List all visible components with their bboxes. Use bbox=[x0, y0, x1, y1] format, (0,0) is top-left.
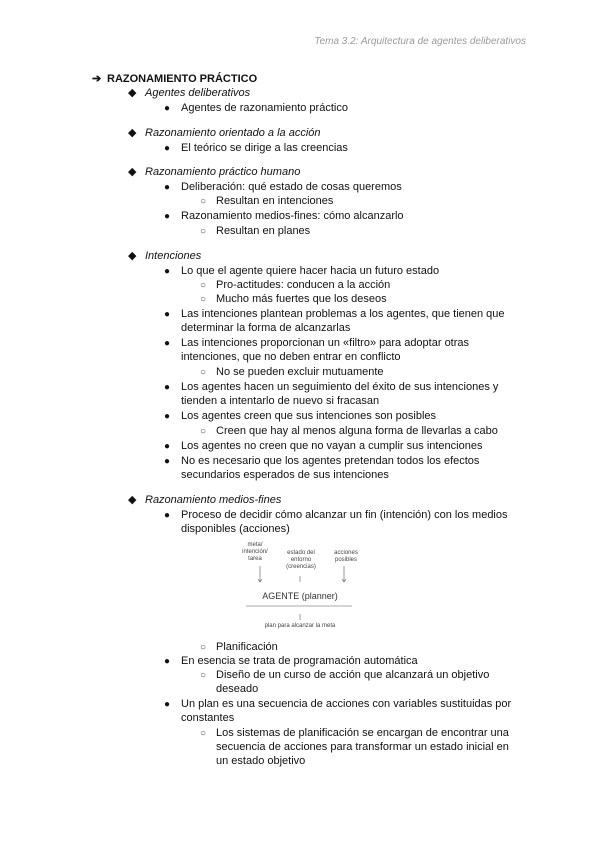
disc-bullet-icon: ● bbox=[164, 103, 171, 114]
diagram-label-plan: plan para alcanzar la meta bbox=[264, 623, 336, 629]
circle-bullet-icon: ○ bbox=[200, 280, 207, 291]
sub-bullet-cont: intenciones, que no deben entrar en conflicto bbox=[181, 351, 401, 363]
sub-bullet: Un plan es una secuencia de acciones con variables sustituidas por bbox=[181, 698, 512, 710]
disc-bullet-icon: ● bbox=[164, 656, 171, 667]
sub-sub-bullet: Resultan en planes bbox=[216, 225, 311, 237]
sub-bullet: Las intenciones proporcionan un «filtro» para adoptar otras bbox=[181, 337, 470, 349]
sub-sub-bullet-cont: secuencia de acciones para transformar un estado inicial en bbox=[216, 741, 509, 753]
sub-sub-bullet: Creen que hay al menos alguna forma de llevarlas a cabo bbox=[216, 425, 498, 437]
planner-diagram bbox=[232, 542, 364, 638]
circle-bullet-icon: ○ bbox=[200, 728, 207, 739]
sub-bullet: Proceso de decidir cómo alcanzar un fin (intención) con los medios bbox=[181, 509, 508, 521]
circle-bullet-icon: ○ bbox=[200, 670, 207, 681]
sub-bullet: Agentes de razonamiento práctico bbox=[181, 102, 348, 114]
arrow-icon: ➔ bbox=[92, 73, 102, 85]
diamond-bullet-icon: ◆ bbox=[128, 166, 137, 178]
circle-bullet-icon: ○ bbox=[200, 294, 207, 305]
disc-bullet-icon: ● bbox=[164, 382, 171, 393]
disc-bullet-icon: ● bbox=[164, 211, 171, 222]
sub-bullet-cont: tienden a intentarlo de nuevo si fracasan bbox=[181, 395, 380, 407]
diamond-bullet-icon: ◆ bbox=[128, 87, 137, 99]
diagram-label-meta: meta/ intención/ tarea bbox=[242, 542, 268, 562]
sub-bullet: Lo que el agente quiere hacer hacia un futuro estado bbox=[181, 265, 440, 277]
diagram-label-entorno: estado del entorno (creencias) bbox=[286, 550, 316, 570]
sub-sub-bullet: Diseño de un curso de acción que alcanzará un objetivo bbox=[216, 669, 490, 681]
sub-sub-bullet: Resultan en intenciones bbox=[216, 195, 334, 207]
sub-bullet: En esencia se trata de programación automática bbox=[181, 655, 418, 667]
diagram-label-acciones: acciones posibles bbox=[334, 550, 358, 563]
disc-bullet-icon: ● bbox=[164, 266, 171, 277]
diamond-bullet-icon: ◆ bbox=[128, 494, 137, 506]
sub-bullet-cont: constantes bbox=[181, 712, 235, 724]
sub-bullet: Los agentes no creen que no vayan a cumplir sus intenciones bbox=[181, 440, 483, 452]
section-title: RAZONAMIENTO PRÁCTICO bbox=[107, 73, 258, 85]
disc-bullet-icon: ● bbox=[164, 182, 171, 193]
sub-bullet: Los agentes hacen un seguimiento del éxito de sus intenciones y bbox=[181, 381, 499, 393]
bullet-intenciones: Intenciones bbox=[145, 250, 202, 262]
sub-bullet-cont: disponibles (acciones) bbox=[181, 523, 290, 535]
bullet-razonamiento-humano: Razonamiento práctico humano bbox=[145, 166, 301, 178]
bullet-agentes-deliberativos: Agentes deliberativos bbox=[145, 87, 251, 99]
circle-bullet-icon: ○ bbox=[200, 426, 207, 437]
sub-sub-bullet: No se pueden excluir mutuamente bbox=[216, 366, 384, 378]
sub-bullet-cont: determinar la forma de alcanzarlas bbox=[181, 322, 351, 334]
sub-bullet: Los agentes creen que sus intenciones son posibles bbox=[181, 410, 437, 422]
disc-bullet-icon: ● bbox=[164, 456, 171, 467]
disc-bullet-icon: ● bbox=[164, 338, 171, 349]
sub-bullet-cont: secundarios esperados de sus intenciones bbox=[181, 469, 389, 481]
sub-sub-bullet: Planificación bbox=[216, 641, 278, 653]
sub-bullet: Las intenciones plantean problemas a los agentes, que tienen que bbox=[181, 308, 505, 320]
disc-bullet-icon: ● bbox=[164, 699, 171, 710]
diamond-bullet-icon: ◆ bbox=[128, 127, 137, 139]
disc-bullet-icon: ● bbox=[164, 411, 171, 422]
sub-sub-bullet-cont: deseado bbox=[216, 683, 259, 695]
bullet-medios-fines: Razonamiento medios-fines bbox=[145, 494, 282, 506]
circle-bullet-icon: ○ bbox=[200, 367, 207, 378]
sub-sub-bullet-cont: un estado objetivo bbox=[216, 755, 306, 767]
disc-bullet-icon: ● bbox=[164, 309, 171, 320]
page-header: Tema 3.2: Arquitectura de agentes deliberativos bbox=[314, 36, 526, 47]
sub-sub-bullet: Pro-actitudes: conducen a la acción bbox=[216, 279, 391, 291]
bullet-razonamiento-orientado: Razonamiento orientado a la acción bbox=[145, 127, 321, 139]
sub-bullet: Razonamiento medios-fines: cómo alcanzarlo bbox=[181, 210, 404, 222]
disc-bullet-icon: ● bbox=[164, 143, 171, 154]
circle-bullet-icon: ○ bbox=[200, 196, 207, 207]
circle-bullet-icon: ○ bbox=[200, 226, 207, 237]
diamond-bullet-icon: ◆ bbox=[128, 250, 137, 262]
disc-bullet-icon: ● bbox=[164, 441, 171, 452]
sub-bullet: El teórico se dirige a las creencias bbox=[181, 142, 348, 154]
sub-bullet: Deliberación: qué estado de cosas queremos bbox=[181, 181, 402, 193]
disc-bullet-icon: ● bbox=[164, 510, 171, 521]
diagram-agent-box: AGENTE (planner) bbox=[262, 591, 338, 601]
sub-sub-bullet: Los sistemas de planificación se encargan de encontrar una bbox=[216, 727, 509, 739]
circle-bullet-icon: ○ bbox=[200, 642, 207, 653]
sub-bullet: No es necesario que los agentes pretendan todos los efectos bbox=[181, 455, 480, 467]
sub-sub-bullet: Mucho más fuertes que los deseos bbox=[216, 293, 387, 305]
